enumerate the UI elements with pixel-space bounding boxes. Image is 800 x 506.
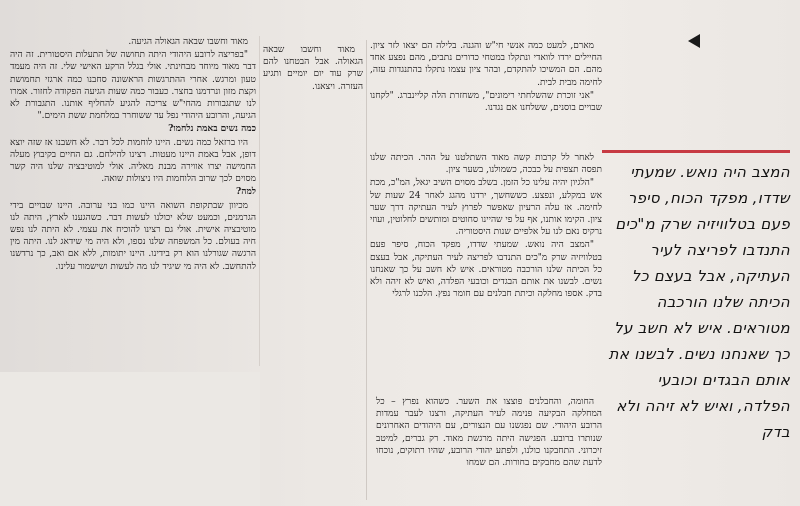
- blank-margin: [0, 372, 260, 506]
- paragraph: מארם, למעט כמה אנשי חי"ש והגנה. בלילה הם יצאו לזר ציון. החיילים ירדו לוואדי ונתקלו במטחי כדורים נתבים, מהם נפצע אחד מהם. הם המשיכו להתקדם, ובהר ציון עצמו נתקלו בהתנגדות עזה, לחימה מבית לבית.: [370, 41, 602, 88]
- paragraph: "המצב היה נואש. שמעתי שדדו, מפקד הכוח, סיפר פעם בטלוויזיה שרק מ"כים התנדבו לפריצה לעיר העתיקה, אבל בעצם כל הכיתה שלנו הורכבה מטוראים. איש לא חשב על כך שאנחנו נשים. לבשנו את אותם הבגדים וכובעי הפלדה, ואיש לא זיהה ולא בדק. אספו מחלקה וכיתת חבלנים עם חומר נפץ. הלכנו לרגלי: [370, 240, 602, 300]
- paragraph: "אני זוכרת שהשלחתי רימונים", משחזרת הלה קליינברג. "לקחנו שבויים בוסנים, ששלחנו אם נגדנו.: [370, 90, 602, 114]
- article-column-bottom: [376, 396, 602, 504]
- paragraph: לאחר לל קרבות קשה מאוד השתלטנו על ההר. הכיתה שלנו תפסה תצפית על כבכה, כשמולנו, בשער ציון.: [370, 153, 602, 176]
- paragraph: מאוד וחשבו שבאה הגאולה הגיעה.: [128, 37, 248, 47]
- interview-question: כמה נשים באמת נלחמו?: [168, 124, 256, 135]
- paragraph: היו ברזאל כמה נשים. היינו לוחמות לכל דבר. לא חשבנו אז שזה יוצא דופן, אבל באמת היינו מעטות. רצינו להילחם. גם החיים בקיבוץ מעלה החמישה יצרו אווירה מבנת מאליה. אולי למוטיבציה שלנו היה קשר מסוים לכך שרוב הלוחמות היו ניצולות שואה.: [10, 137, 256, 185]
- article-column-left: [10, 36, 256, 366]
- column-divider: [259, 36, 260, 366]
- pullquote-text: המצב היה נואש. שמעתי שדדו, מפקד הכוח, סיפר פעם בטלוויזיה שרק מ"כים התנדבו לפריצה לעיר העתיקה, אבל בעצם כל הכיתה שלנו הורכבה מטוראים. איש לא חשב על כך שאנחנו נשים. לבשנו את אותם הבגדים וכובעי הפלדה, ואיש לא זיהה ולא בדק: [608, 163, 790, 441]
- article-column-right-top: [370, 40, 602, 140]
- article-column-middle: [263, 44, 363, 456]
- column-divider: [366, 40, 367, 500]
- pullquote: [602, 150, 790, 441]
- article-column-right: [370, 152, 602, 386]
- paragraph: מכיוון שבתקופת השואה היינו כמו בני ערובה. היינו שבויים בידי הגרמנים, וכמעט שלא יכולנו לעשות דבר. כשהגענו לארץ, היתה לנו מוטיבציה אישית. אולי גם רצינו להוכיח את עצמי. לא היתה לנו נפש חיה בעולם. כל המשפחה שלנו נספו, ולא היה מי שידאג לנו. היתה מין הרגשה שגורלנו הוא רק בידינו. היינו יתומות, ללא אם ואב, כך נרדשנו להתחשב. לא היה מי שיגיד לנו מה לעשות ושישמור עלינו.: [10, 200, 256, 272]
- interview-question: למה?: [236, 187, 256, 198]
- paragraph: החומה, והחבלנים פוצצו את השער. כשהוא נפרץ – כל המחלקה הבקיעה פנימה לעיר העתיקה, ורצנו לעבר עמדות הרובע היהודי. שם נפגשנו עם הנצורים, עם היהודים האחרונים שנותרו ברובע. הפגישה היתה מרגשת מאוד. רק גברים, למיטב זיכרוני. התחבקנו כולנו, ולפתע יהודי הרובע, שהיו רתוקים, נוכחו לדעת שהם מחבקים בחורות. הם שמחו: [376, 397, 602, 469]
- paragraph: מאוד וחשבו שבאה הגאולה. אבל הבטחנו להם שרק עוד יום יומיים ותגיע העזרה. ויצאנו.: [263, 45, 363, 92]
- paragraph: "הלגיון יהיה עלינו כל הזמן. בשלב מסוים השיב יגאל, המ"כ, מכת אש במקלע, ונפצע. כששחשך, ירדנו מהגג לאחר 24 שעות של לחימה. אז עלה הרעיון שאפשר לפרוץ לעיר העתיקה דרך שער ציון. הקימו אותנו, אף על פי שהיינו סחוטים ומותשים לחלוטין, ועוזי נרקיס נאם לנו על אלפיים שנות היסטוריה.: [370, 178, 602, 238]
- arrow-left-icon: [688, 34, 700, 48]
- paragraph: "בפריצה לרובע היהודי היתה תחושה של התעלות היסטורית. זה היה דבר מאוד מיוחד מבחינתי. אולי בגלל הרקע האישי שלי. זה היה מעמד טעון ומרגש. אחרי ההתרגשות הראשונה סחבנו כמה ארגזי תחמושת וקצת מזון ונרדמנו בחצר. כעבור כמה שעות הגיעה הפקודה לחזור. אמרו לנו שתגבורות מהחי"ש צריכה להגיע להחליף אותנו. התגבורת לא הגיעה, והרובע היהודי נפל עד ששוחרר במלחמת ששת הימים.": [10, 50, 256, 122]
